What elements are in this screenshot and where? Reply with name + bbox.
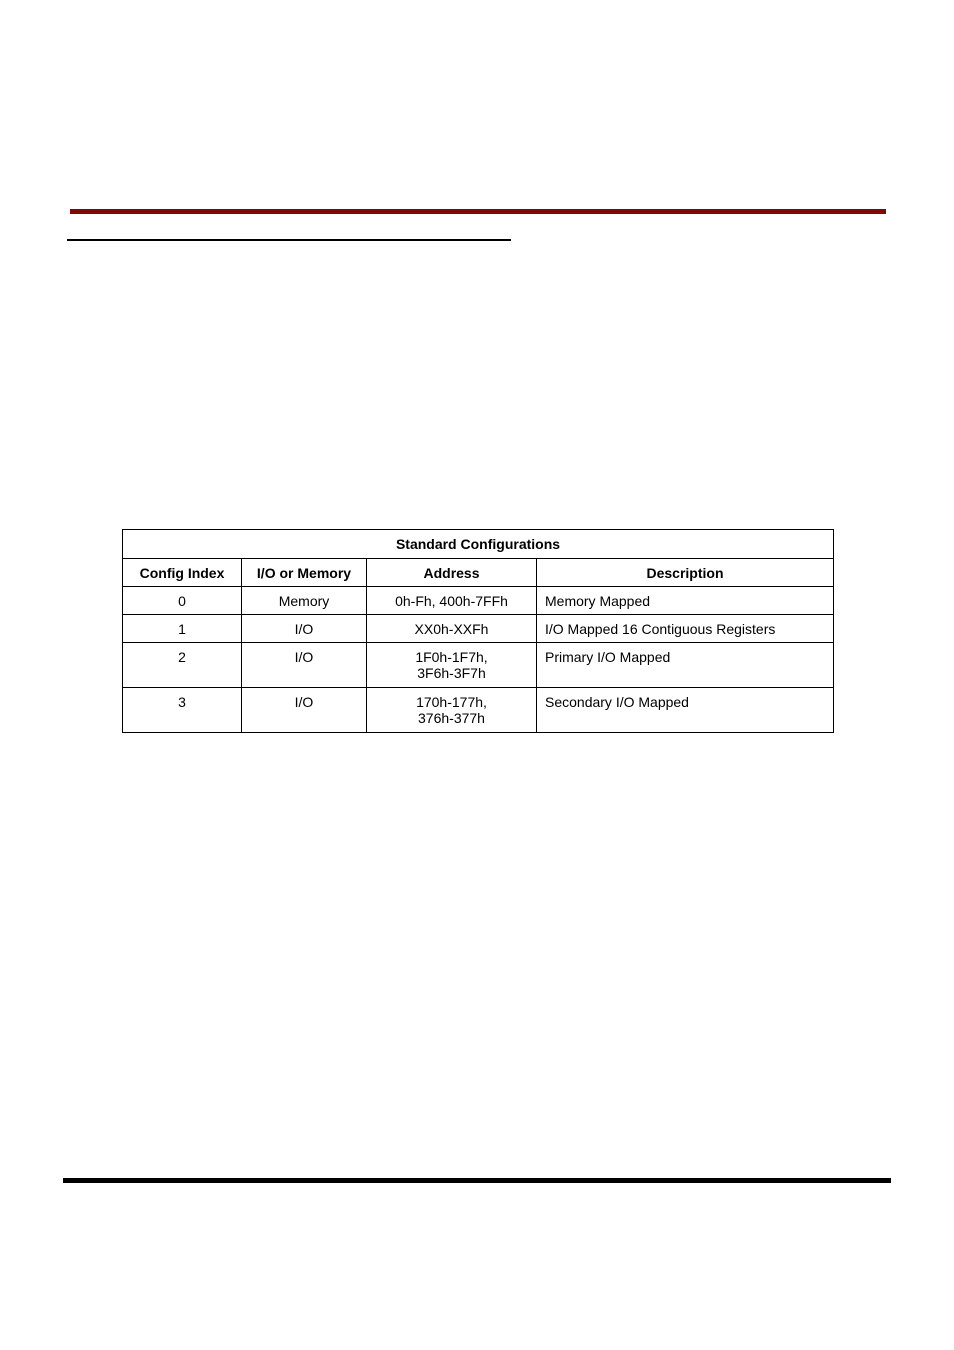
table-title-row <box>123 530 834 559</box>
io-or-memory-cell: I/O <box>242 643 367 688</box>
config-index-cell: 3 <box>123 688 242 733</box>
table-row <box>123 643 834 688</box>
description-cell: Primary I/O Mapped <box>537 643 834 688</box>
section-underline <box>67 239 511 241</box>
table-row <box>123 688 834 733</box>
description-cell: I/O Mapped 16 Contiguous Registers <box>537 615 834 643</box>
io-or-memory-cell: I/O <box>242 615 367 643</box>
address-cell: 1F0h-1F7h, 3F6h-3F7h <box>367 643 537 688</box>
table-row <box>123 615 834 643</box>
io-or-memory-cell: Memory <box>242 587 367 615</box>
column-header-io-or-memory: I/O or Memory <box>242 559 367 587</box>
column-header-config-index: Config Index <box>123 559 242 587</box>
footer-rule <box>63 1178 891 1183</box>
io-or-memory-cell: I/O <box>242 688 367 733</box>
column-header-address: Address <box>367 559 537 587</box>
standard-configurations-table <box>122 529 834 733</box>
description-cell: Memory Mapped <box>537 587 834 615</box>
address-cell: XX0h-XXFh <box>367 615 537 643</box>
address-cell: 170h-177h, 376h-377h <box>367 688 537 733</box>
table-row <box>123 587 834 615</box>
config-index-cell: 1 <box>123 615 242 643</box>
table-header-row <box>123 559 834 587</box>
header-rule <box>70 209 886 214</box>
table-title: Standard Configurations <box>123 530 834 559</box>
config-index-cell: 0 <box>123 587 242 615</box>
description-cell: Secondary I/O Mapped <box>537 688 834 733</box>
address-cell: 0h-Fh, 400h-7FFh <box>367 587 537 615</box>
config-index-cell: 2 <box>123 643 242 688</box>
column-header-description: Description <box>537 559 834 587</box>
